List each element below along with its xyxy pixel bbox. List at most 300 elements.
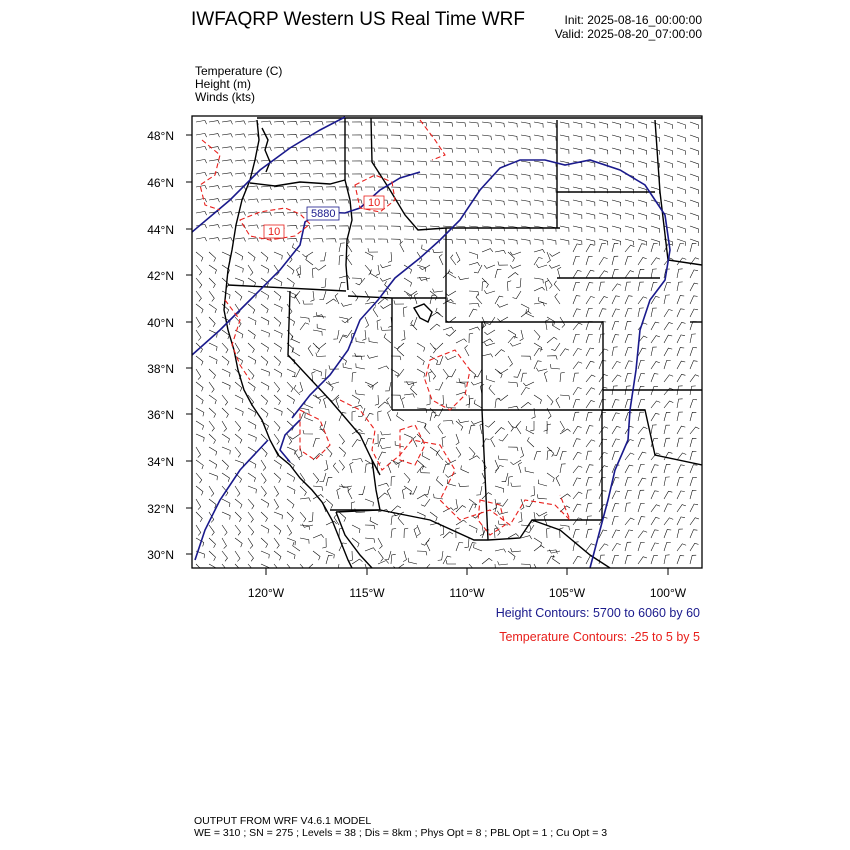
wind-barb bbox=[196, 330, 201, 341]
wind-barb bbox=[394, 343, 404, 349]
wind-barb bbox=[391, 148, 401, 152]
co-ne-ks bbox=[482, 322, 603, 410]
wind-barb bbox=[547, 395, 553, 405]
wind-barb bbox=[469, 447, 475, 457]
wind-barb bbox=[534, 303, 545, 307]
wind-barb bbox=[365, 252, 373, 260]
wind-barb bbox=[287, 473, 295, 482]
wind-barb bbox=[482, 148, 492, 153]
wind-barb bbox=[377, 320, 381, 330]
wind-barb bbox=[339, 200, 349, 204]
wind-barb bbox=[625, 135, 634, 141]
wind-barb bbox=[261, 499, 269, 508]
wind-barb bbox=[612, 361, 621, 369]
wind-barb bbox=[508, 406, 519, 410]
wind-barb bbox=[534, 361, 542, 369]
wind-barb bbox=[690, 427, 699, 434]
wind-barb bbox=[261, 395, 268, 405]
wind-barb bbox=[458, 276, 469, 280]
wind-barb bbox=[651, 347, 657, 356]
wind-barb bbox=[586, 529, 592, 538]
wind-barb bbox=[274, 408, 282, 416]
wind-barb bbox=[534, 250, 545, 254]
wind-barb bbox=[677, 322, 686, 330]
wind-barb bbox=[326, 447, 332, 457]
wind-barb bbox=[625, 518, 634, 525]
wind-barb bbox=[638, 374, 645, 383]
wind-barb bbox=[664, 388, 673, 395]
wind-barb bbox=[294, 385, 300, 395]
wind-barb bbox=[664, 335, 672, 343]
lat-label: 34°N bbox=[147, 455, 174, 469]
wind-barb bbox=[248, 160, 258, 164]
wind-barb bbox=[222, 160, 233, 164]
wind-barb bbox=[196, 211, 207, 215]
wind-barb bbox=[391, 122, 401, 126]
wind-barb bbox=[586, 270, 594, 278]
wind-barb bbox=[438, 424, 443, 435]
wind-barb bbox=[469, 263, 480, 266]
wind-barb bbox=[339, 226, 349, 230]
wind-barb bbox=[356, 363, 365, 369]
wind-barb bbox=[664, 309, 673, 317]
wind-barb bbox=[690, 239, 699, 246]
wind-barb bbox=[414, 527, 417, 538]
wind-barb bbox=[335, 293, 339, 304]
wind-barb bbox=[651, 425, 657, 434]
wind-barb bbox=[333, 330, 339, 339]
wind-barb bbox=[326, 226, 336, 230]
wind-barb bbox=[469, 333, 473, 343]
wind-barb bbox=[530, 421, 534, 431]
wind-barb bbox=[573, 466, 582, 473]
wind-barb bbox=[369, 338, 378, 344]
wind-barb bbox=[313, 200, 323, 204]
wind-barb bbox=[322, 538, 326, 548]
wind-barb bbox=[547, 226, 556, 232]
wind-barb bbox=[209, 186, 220, 190]
oregon-idaho-border bbox=[345, 180, 352, 290]
wind-barb bbox=[547, 135, 556, 141]
wind-barb bbox=[401, 330, 405, 340]
wind-barb bbox=[459, 483, 469, 487]
wind-barb bbox=[612, 174, 621, 180]
wind-barb bbox=[651, 477, 657, 486]
wind-barb bbox=[442, 437, 446, 447]
wind-barbs bbox=[196, 120, 699, 574]
wind-barb bbox=[196, 304, 203, 313]
wind-barb bbox=[402, 488, 406, 499]
wind-barb bbox=[534, 395, 542, 404]
wind-barb bbox=[313, 438, 320, 447]
wind-barb bbox=[222, 408, 228, 418]
wind-barb bbox=[422, 452, 430, 460]
wind-barb bbox=[235, 291, 242, 300]
wind-barb bbox=[381, 431, 391, 435]
wind-barb bbox=[495, 148, 504, 153]
wind-barb bbox=[573, 529, 580, 538]
wind-barb bbox=[378, 538, 382, 549]
lat-label: 46°N bbox=[147, 176, 174, 190]
wind-barb bbox=[549, 252, 560, 256]
wind-barb bbox=[573, 135, 582, 141]
wind-barb bbox=[417, 525, 420, 536]
wind-barb bbox=[417, 135, 427, 139]
wind-barb bbox=[586, 451, 592, 460]
wind-barb bbox=[326, 521, 337, 525]
wind-barb bbox=[638, 542, 645, 551]
wind-barb bbox=[664, 530, 671, 538]
wind-barb bbox=[248, 564, 254, 574]
wind-barb bbox=[456, 520, 467, 525]
wind-barb bbox=[287, 525, 292, 536]
wind-barb bbox=[443, 327, 454, 330]
wind-barb bbox=[365, 213, 375, 217]
columbia-river bbox=[250, 180, 345, 186]
wind-barb bbox=[295, 450, 300, 461]
wind-barb bbox=[365, 439, 372, 447]
wind-barb bbox=[222, 238, 233, 242]
wind-barb bbox=[495, 187, 504, 192]
wind-barb bbox=[196, 172, 207, 176]
wind-barb bbox=[261, 525, 269, 533]
wind-barb bbox=[290, 434, 301, 439]
wind-barb bbox=[408, 558, 417, 564]
wind-barb bbox=[391, 554, 396, 564]
wind-barb bbox=[300, 538, 309, 544]
wind-barb bbox=[553, 447, 560, 455]
wind-barb bbox=[248, 330, 255, 339]
wind-barb bbox=[677, 374, 685, 382]
wind-barb bbox=[560, 525, 569, 530]
wind-barb bbox=[445, 473, 456, 477]
wind-barb bbox=[261, 265, 269, 273]
wind-barb bbox=[690, 477, 697, 486]
wind-barb bbox=[404, 473, 410, 483]
wind-barb bbox=[430, 324, 440, 330]
wind-barb bbox=[367, 355, 378, 358]
wind-barb bbox=[573, 478, 581, 486]
wind-barb bbox=[378, 366, 389, 369]
wind-barb bbox=[209, 382, 214, 392]
wind-barb bbox=[248, 525, 254, 535]
wind-barb bbox=[638, 452, 646, 460]
wind-barb bbox=[495, 486, 504, 493]
wind-barb bbox=[651, 401, 660, 408]
wind-barb bbox=[430, 356, 438, 365]
wind-barb bbox=[235, 473, 242, 483]
wind-barb bbox=[326, 187, 336, 191]
wind-barb bbox=[677, 200, 686, 207]
wind-barb bbox=[378, 161, 388, 165]
wind-barb bbox=[612, 148, 621, 154]
wind-barb bbox=[274, 460, 281, 469]
wind-barb bbox=[651, 556, 658, 565]
wind-barb bbox=[625, 239, 634, 245]
wind-barb bbox=[573, 492, 582, 499]
wind-barb bbox=[690, 543, 699, 551]
wind-barb bbox=[300, 564, 306, 574]
wind-barb bbox=[638, 557, 647, 564]
wind-barb bbox=[248, 486, 256, 493]
wind-barb bbox=[456, 543, 463, 552]
wind-barb bbox=[459, 378, 469, 382]
wind-barb bbox=[385, 551, 392, 560]
wind-barb bbox=[339, 317, 348, 323]
wind-barb bbox=[690, 213, 699, 220]
wind-barb bbox=[370, 270, 378, 279]
wind-barb bbox=[456, 239, 466, 244]
wind-barb bbox=[677, 556, 684, 564]
wind-barb bbox=[526, 309, 534, 317]
wind-barb bbox=[612, 284, 621, 291]
wind-barb bbox=[547, 239, 556, 245]
wind-barb bbox=[391, 135, 401, 139]
wind-barb bbox=[326, 499, 333, 509]
wind-barb bbox=[274, 525, 281, 534]
wind-barb bbox=[313, 395, 321, 404]
wind-barb bbox=[420, 564, 430, 571]
wind-barb bbox=[612, 256, 618, 265]
wind-barb bbox=[274, 369, 282, 377]
lat-label: 42°N bbox=[147, 269, 174, 283]
wind-barb bbox=[556, 397, 560, 408]
wind-barb bbox=[547, 187, 556, 193]
wind-barb bbox=[612, 400, 619, 408]
wind-barb bbox=[287, 121, 297, 125]
wind-barb bbox=[495, 161, 504, 166]
wind-barb bbox=[397, 412, 404, 421]
wind-barb bbox=[391, 239, 401, 243]
wind-barb bbox=[352, 395, 360, 404]
wind-barb bbox=[300, 486, 306, 496]
wind-barb bbox=[677, 335, 685, 343]
wind-barb bbox=[322, 369, 326, 379]
wind-barb bbox=[690, 200, 699, 207]
wind-barb bbox=[347, 242, 352, 253]
wind-barb bbox=[508, 447, 518, 451]
wind-barb bbox=[553, 555, 560, 564]
wind-barb bbox=[287, 225, 297, 229]
wind-barb bbox=[638, 239, 647, 246]
wind-barb bbox=[352, 239, 362, 243]
wind-barb bbox=[573, 387, 582, 395]
wind-barb bbox=[508, 135, 517, 140]
wind-barb bbox=[391, 516, 396, 526]
wind-barb bbox=[313, 551, 320, 560]
wind-barb bbox=[196, 382, 203, 391]
wind-barb bbox=[690, 296, 698, 304]
wind-barb bbox=[348, 488, 352, 499]
wind-barb bbox=[409, 486, 417, 494]
wind-barb bbox=[677, 465, 685, 473]
wind-barb bbox=[625, 200, 634, 206]
wind-barb bbox=[508, 122, 517, 127]
wind-barb bbox=[300, 147, 310, 151]
wind-barb bbox=[430, 447, 437, 456]
wind-barb bbox=[248, 238, 258, 242]
wind-barb bbox=[404, 148, 414, 152]
wind-barb bbox=[222, 499, 230, 507]
wind-barb bbox=[495, 460, 499, 471]
wind-barb bbox=[651, 465, 659, 473]
wind-barb bbox=[235, 408, 243, 416]
wind-barb bbox=[365, 135, 375, 139]
latitude-labels bbox=[147, 129, 174, 562]
wind-barb bbox=[677, 122, 686, 129]
wind-barb bbox=[196, 252, 203, 261]
wind-barb bbox=[544, 371, 547, 382]
wind-barb bbox=[502, 473, 508, 482]
wind-barb bbox=[651, 413, 659, 421]
wind-barb bbox=[560, 174, 569, 180]
wind-barb bbox=[248, 317, 256, 325]
wind-barb bbox=[664, 187, 673, 194]
wind-barb bbox=[482, 135, 492, 140]
wind-barb bbox=[403, 551, 406, 562]
wind-barb bbox=[326, 148, 336, 152]
wind-barb bbox=[612, 504, 619, 512]
wind-barb bbox=[677, 282, 683, 291]
wind-barb bbox=[261, 343, 269, 352]
wind-barb bbox=[625, 530, 633, 538]
wind-barb bbox=[664, 555, 670, 564]
wind-barb bbox=[510, 343, 521, 346]
lat-label: 30°N bbox=[147, 548, 174, 562]
wind-barb bbox=[586, 296, 595, 304]
wind-barb bbox=[274, 186, 284, 190]
wind-barb bbox=[690, 174, 699, 181]
wind-barb bbox=[586, 361, 594, 369]
wind-barb bbox=[326, 200, 336, 204]
wind-barb bbox=[261, 486, 266, 496]
wind-barb bbox=[461, 465, 469, 473]
wind-barb bbox=[690, 135, 699, 142]
wind-barb bbox=[549, 265, 560, 268]
wind-barb bbox=[599, 135, 608, 141]
temperature-contours-legend: Temperature Contours: -25 to 5 by 5 bbox=[499, 630, 700, 644]
wind-barb bbox=[573, 200, 582, 206]
wind-barb bbox=[690, 438, 696, 447]
wind-barb bbox=[222, 538, 227, 549]
wind-barb bbox=[536, 264, 547, 267]
wind-barb bbox=[413, 436, 417, 447]
wind-barb bbox=[300, 199, 310, 203]
wind-barb bbox=[404, 226, 414, 230]
wind-barb bbox=[421, 538, 430, 545]
wind-barb bbox=[469, 564, 475, 574]
wind-barb bbox=[287, 265, 294, 274]
wind-barb bbox=[690, 309, 698, 317]
wind-barb bbox=[573, 426, 582, 434]
wind-barb bbox=[222, 343, 228, 353]
wind-barb bbox=[625, 490, 632, 499]
wind-barb bbox=[391, 529, 396, 539]
wind-barb bbox=[209, 238, 220, 242]
wind-barb bbox=[417, 213, 427, 217]
wind-barb bbox=[469, 148, 479, 153]
wind-barb bbox=[417, 239, 427, 243]
wind-barb bbox=[196, 291, 201, 301]
wind-barb bbox=[274, 330, 282, 338]
wind-barb bbox=[651, 336, 660, 343]
wind-barb bbox=[380, 278, 391, 281]
wind-barb bbox=[469, 187, 479, 192]
wind-barb bbox=[287, 369, 295, 377]
wind-barb bbox=[638, 269, 644, 278]
wind-barb bbox=[287, 199, 297, 203]
wind-barb bbox=[612, 347, 618, 356]
wind-barb bbox=[638, 226, 647, 233]
wind-barb bbox=[547, 148, 556, 154]
wind-barb bbox=[235, 173, 246, 177]
wind-barb bbox=[469, 543, 476, 551]
wind-barb bbox=[235, 317, 241, 327]
wind-barb bbox=[365, 265, 371, 275]
wind-barb bbox=[495, 399, 500, 408]
wind-barb bbox=[440, 395, 444, 405]
wind-barb bbox=[586, 503, 592, 512]
wind-barb bbox=[274, 160, 284, 164]
wind-barb bbox=[196, 486, 203, 495]
wind-barb bbox=[261, 304, 268, 313]
wind-barb bbox=[235, 134, 246, 138]
wind-barb bbox=[638, 490, 644, 499]
wind-barb bbox=[439, 254, 443, 265]
wind-barb bbox=[365, 538, 375, 543]
wind-barb bbox=[261, 291, 269, 300]
wind-barb bbox=[235, 265, 243, 273]
wind-barb bbox=[651, 135, 660, 142]
wind-barb bbox=[222, 369, 230, 377]
wind-barb bbox=[690, 412, 696, 421]
wind-barb bbox=[482, 239, 492, 244]
wind-barb bbox=[534, 564, 538, 575]
wind-barb bbox=[261, 173, 271, 177]
wind-barb bbox=[424, 486, 430, 495]
wind-barb bbox=[486, 317, 495, 325]
wind-barb bbox=[300, 160, 310, 164]
variable-winds: Winds (kts) bbox=[195, 90, 255, 104]
wind-barb bbox=[485, 421, 495, 427]
wind-barb bbox=[443, 239, 453, 244]
wind-barb bbox=[373, 307, 378, 318]
wind-barb bbox=[664, 477, 670, 486]
wind-barb bbox=[638, 517, 645, 525]
wind-barb bbox=[612, 296, 620, 304]
wind-barb bbox=[560, 148, 569, 154]
wind-barb bbox=[495, 350, 505, 356]
wind-barb bbox=[560, 122, 569, 128]
wind-barb bbox=[312, 268, 316, 278]
wind-barb bbox=[365, 548, 376, 551]
wind-barb bbox=[638, 297, 647, 304]
wind-barb bbox=[638, 174, 647, 181]
height-contours-legend: Height Contours: 5700 to 6060 by 60 bbox=[495, 606, 700, 620]
wind-barb bbox=[378, 551, 383, 561]
wind-barb bbox=[599, 244, 606, 253]
wind-barb bbox=[391, 506, 401, 512]
wind-barb bbox=[625, 465, 633, 473]
wind-barb bbox=[677, 438, 683, 447]
wind-barb bbox=[508, 213, 517, 218]
wind-barb bbox=[196, 198, 207, 202]
height-label-5880: 5880 bbox=[311, 208, 336, 220]
wind-barb bbox=[326, 299, 337, 304]
wind-barb bbox=[222, 382, 230, 390]
wind-barb bbox=[339, 161, 349, 165]
wind-barb bbox=[196, 395, 203, 404]
